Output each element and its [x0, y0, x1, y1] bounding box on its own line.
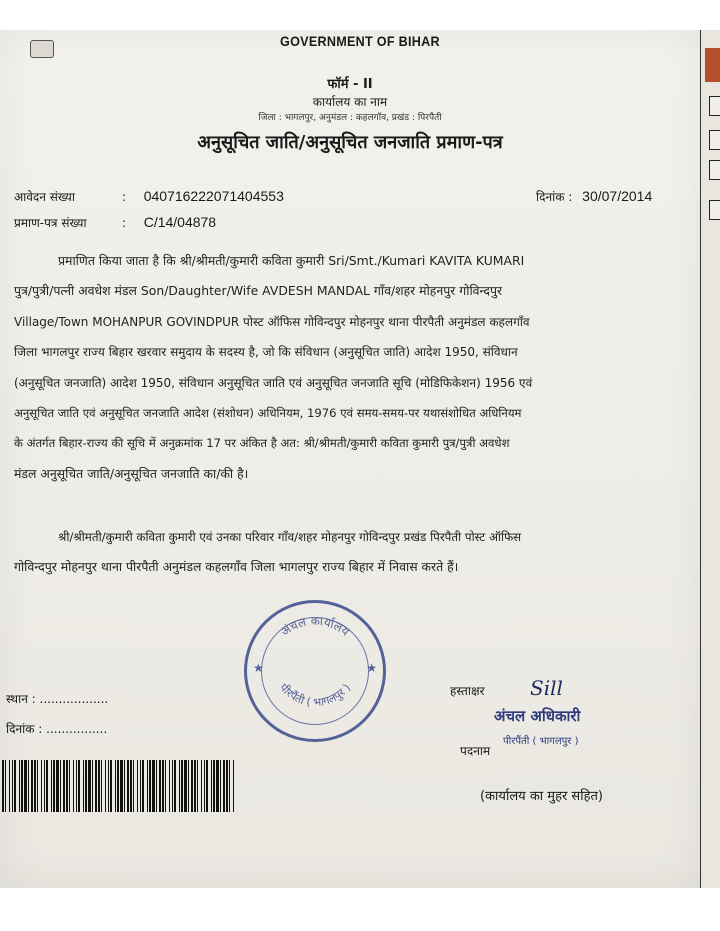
barcode-bar	[130, 760, 132, 812]
seal-text	[247, 603, 383, 739]
barcode-bar	[197, 760, 198, 812]
certificate-number-field: प्रमाण-पत्र संख्या : C/14/04878	[14, 214, 217, 230]
barcode-bar	[124, 760, 125, 812]
barcode-bar	[21, 760, 23, 812]
barcode-bar	[159, 760, 161, 812]
barcode-bar	[101, 760, 102, 812]
residence-statement	[14, 522, 684, 583]
barcode-bar	[213, 760, 215, 812]
barcode-bar	[108, 760, 109, 812]
barcode-bar	[152, 760, 155, 812]
form-number: फॉर्म - II	[327, 77, 373, 92]
certificate-body	[14, 246, 684, 489]
officer-title-stamp: अंचल अधिकारी	[494, 707, 581, 725]
date-field	[536, 188, 652, 205]
date-label: दिनांक :	[536, 190, 573, 204]
barcode-bar	[120, 760, 123, 812]
body-line: (अनुसूचित जनजाति) आदेश 1950, संविधान अनुसूचित जाति एवं अनुसूचित जनजाति सूचि (मोडिफिकेशन) 1956 एवं	[14, 375, 533, 390]
barcode-bar	[172, 760, 173, 812]
barcode-bar	[169, 760, 170, 812]
barcode-bar	[85, 760, 87, 812]
place-field: स्थान : ..................	[6, 692, 109, 706]
office-seal	[244, 600, 386, 742]
barcode-bar	[73, 760, 74, 812]
barcode-bar	[44, 760, 45, 812]
residence-line: श्री/श्रीमती/कुमारी कविता कुमारी एवं उनका परिवार गाँव/शहर मोहनपुर गोविन्दपुर प्रखंड पिरपैती पोस्ट ऑफिस	[58, 530, 522, 544]
barcode-bar	[76, 760, 77, 812]
barcode-bar	[63, 760, 65, 812]
barcode-bar	[78, 760, 80, 812]
barcode-bar	[204, 760, 205, 812]
barcode-bar	[137, 760, 138, 812]
barcode-bar	[179, 760, 180, 812]
application-label: आवेदन संख्या	[14, 190, 75, 204]
barcode-bar	[12, 760, 13, 812]
barcode-bar	[149, 760, 151, 812]
edge-tab	[709, 200, 720, 220]
barcode-bar	[115, 760, 116, 812]
certificate-title: अनुसूचित जाति/अनुसूचित जनजाति प्रमाण-पत्र	[197, 132, 503, 153]
edge-tab	[709, 160, 720, 180]
barcode-bar	[69, 760, 70, 812]
barcode-bar	[110, 760, 112, 812]
barcode-bar	[95, 760, 97, 812]
barcode-bar	[83, 760, 84, 812]
barcode-bar	[156, 760, 157, 812]
application-number: 040716222071404553	[143, 188, 284, 204]
barcode-bar	[191, 760, 193, 812]
barcode-bar	[14, 760, 16, 812]
barcode-bar	[220, 760, 221, 812]
barcode-bar	[88, 760, 91, 812]
body-line: प्रमाणित किया जाता है कि श्री/श्रीमती/कुमारी कविता कुमारी Sri/Smt./Kumari KAVITA KUMARI	[58, 253, 525, 268]
barcode-bar	[9, 760, 10, 812]
barcode-bar	[226, 760, 228, 812]
barcode-bar	[66, 760, 68, 812]
seal-bottom-text: पीरपैंती ( भागलपुर )	[276, 681, 354, 710]
barcode-bar	[28, 760, 29, 812]
barcode-bar	[5, 760, 6, 812]
barcode-bar	[233, 760, 234, 812]
star-icon: ★	[366, 661, 377, 675]
barcode-bar	[165, 760, 166, 812]
barcode-bar	[211, 760, 212, 812]
body-line: मंडल अनुसूचित जाति/अनुसूचित जनजाति का/की है।	[14, 465, 249, 481]
barcode-bar	[206, 760, 208, 812]
barcode-bar	[127, 760, 129, 812]
body-line: अनुसूचित जाति एवं अनुसूचित जनजाति आदेश (संशोधन) अधिनियम, 1976 एवं समय-समय-पर यथासंशोधित अधिनियम	[14, 406, 522, 421]
certificate-number: C/14/04878	[143, 214, 217, 230]
barcode-bar	[92, 760, 93, 812]
barcode-bar	[174, 760, 176, 812]
body-line: जिला भागलपुर राज्य बिहार खरवार समुदाय के सदस्य है, जो कि संविधान (अनुसूचित जाति) आदेश 1950, संविधान	[14, 345, 518, 360]
residence-line: गोविन्दपुर मोहनपुर थाना पीरपैती अनुमंडल कहलगाँव जिला भागलपुर राज्य बिहार में निवास करते हैं।	[14, 559, 459, 575]
designation-label: पदनाम	[460, 744, 491, 758]
barcode-bar	[201, 760, 202, 812]
barcode-bar	[2, 760, 4, 812]
barcode-bar	[188, 760, 189, 812]
barcode-bar	[181, 760, 183, 812]
signature-label-wrap	[450, 680, 485, 699]
barcode-bar	[216, 760, 219, 812]
body-line: Village/Town MOHANPUR GOVINDPUR पोस्ट ऑफिस गोविन्दपुर मोहनपुर थाना पीरपैती अनुमंडल कहलगाँव	[14, 314, 530, 329]
edge-tab	[709, 130, 720, 150]
barcode-bar	[98, 760, 100, 812]
certificate-label: प्रमाण-पत्र संख्या	[14, 216, 87, 230]
edge-red-mark	[705, 48, 720, 82]
officer-signature: Sill	[530, 676, 563, 700]
barcode-bar	[194, 760, 196, 812]
barcode-bar	[24, 760, 27, 812]
office-location: जिला : भागलपुर, अनुमंडल : कहलगॉव, प्रखंड : पिरपैती	[258, 113, 442, 123]
barcode-bar	[37, 760, 38, 812]
barcode-bar	[51, 760, 52, 812]
officer-place-stamp: पीरपैंती ( भागलपुर )	[503, 736, 579, 747]
barcode-bar	[105, 760, 106, 812]
office-name: कार्यालय का नाम	[312, 95, 388, 109]
barcode-bar	[142, 760, 144, 812]
seal-note: (कार्यालय का मुहर सहित)	[480, 789, 603, 804]
page-edge	[700, 30, 720, 888]
barcode-bar	[184, 760, 187, 812]
barcode-bar	[46, 760, 48, 812]
barcode-bar	[31, 760, 33, 812]
barcode-bar	[56, 760, 59, 812]
barcode-bar	[162, 760, 164, 812]
barcode-bar	[229, 760, 230, 812]
barcode	[2, 760, 238, 812]
application-number-field: आवेदन संख्या : 040716222071404553	[14, 188, 284, 204]
seal-top-text: अंचल कार्यालय	[278, 613, 353, 639]
star-icon: ★	[253, 661, 264, 675]
barcode-bar	[34, 760, 36, 812]
issue-date: 30/07/2014	[582, 188, 653, 204]
barcode-bar	[140, 760, 141, 812]
signature-label: हस्ताक्षर	[450, 684, 485, 698]
barcode-bar	[117, 760, 119, 812]
barcode-bar	[41, 760, 42, 812]
government-title: GOVERNMENT OF BIHAR	[280, 33, 440, 49]
body-line: पुत्र/पुत्री/पत्नी अवधेश मंडल Son/Daughter/Wife AVDESH MANDAL गाँव/शहर मोहनपुर गोविन्दपुर	[14, 283, 503, 299]
barcode-bar	[147, 760, 148, 812]
emblem-icon	[30, 40, 54, 58]
footer-date-field: दिनांक : ................	[6, 722, 108, 736]
barcode-bar	[19, 760, 20, 812]
svg-text:अंचल कार्यालय	[278, 614, 353, 640]
svg-text:पीरपैंती ( भागलपुर )	[277, 681, 353, 709]
barcode-bar	[223, 760, 225, 812]
barcode-bar	[60, 760, 61, 812]
edge-tab	[709, 96, 720, 116]
body-line: के अंतर्गत बिहार-राज्य की सूचि में अनुक्रमांक 17 पर अंकित है अत: श्री/श्रीमती/कुमारी कविता कुमारी पुत्र/पुत्री अवधेश	[14, 436, 510, 451]
barcode-bar	[133, 760, 134, 812]
barcode-bar	[53, 760, 55, 812]
